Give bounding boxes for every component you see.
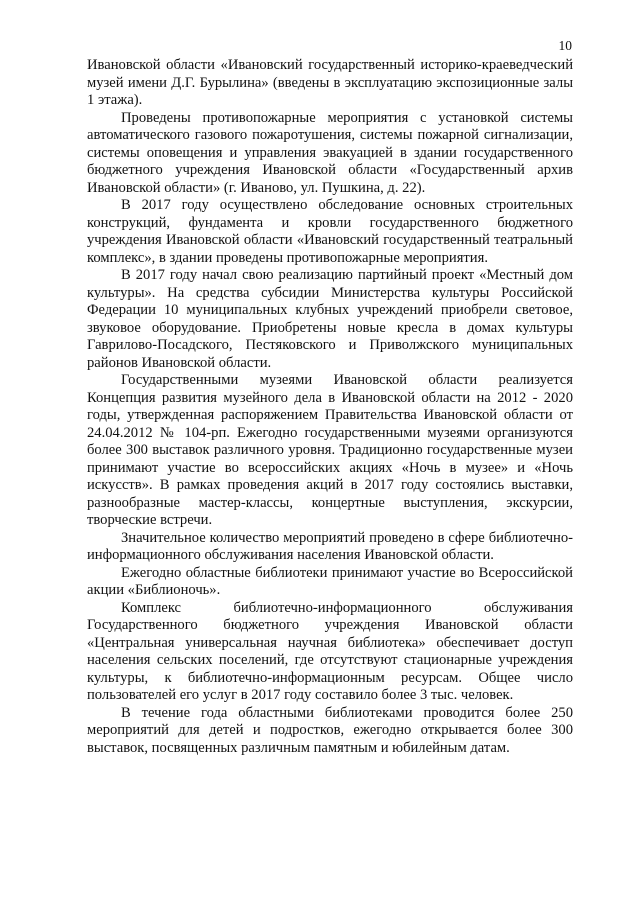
paragraph-3: В 2017 году осуществлено обследование основных строительных конструкций, фундамента и кровли государственного бюджетного учреждения Ивановской области «Ивановский государственный театральный комплекс», в здании проведены противопожарные мероприятия. <box>87 197 573 266</box>
paragraph-2: Проведены противопожарные мероприятия с установкой системы автоматического газового пожаротушения, системы пожарной сигнализации, системы оповещения и управления эвакуацией в здании государственного бюджетного учреждения Ивановской области «Государственный архив Ивановской области» (г. Иваново, ул. Пушкина, д. 22). <box>87 109 573 196</box>
paragraph-7: Ежегодно областные библиотеки принимают участие во Всероссийской акции «Библионочь». <box>87 564 573 598</box>
paragraph-8: Комплекс библиотечно-информационного обслуживания Государственного бюджетного учреждения Ивановской области «Центральная универсальная научная библиотека» обеспечивает доступ населения сельских поселений, где отсутствуют стационарные учреждения культуры, к библиотечно-информационным ресурсам. Общее число пользователей его услуг в 2017 году составило более 3 тыс. человек. <box>87 599 573 703</box>
page-number: 10 <box>558 38 572 53</box>
paragraph-4: В 2017 году начал свою реализацию партийный проект «Местный дом культуры». На средства субсидии Министерства культуры Российской Федерации 10 муниципальных клубных учреждений приобрели световое, звуковое оборудование. Приобретены новые кресла в домах культуры Гаврилово-Посадского, Пестяковского и Приволжского муниципальных районов Ивановской области. <box>87 267 573 371</box>
paragraph-9: В течение года областными библиотеками проводится более 250 мероприятий для детей и подростков, ежегодно открывается более 300 выставок, посвященных различным памятным и юбилейным датам. <box>87 704 573 756</box>
paragraph-5: Государственными музеями Ивановской области реализуется Концепция развития музейного дела в Ивановской области на 2012 - 2020 годы, утвержденная распоряжением Правительства Ивановской области от 24.04.2012 № 104-рп. Ежегодно государственными музеями организуются более 300 выставок различного уровня. Традиционно государственные музеи принимают участие во всероссийских акциях «Ночь в музее» и «Ночь искусств». В рамках проведения акций в 2017 году состоялись выставки, разнообразные мастер-классы, концертные выступления, экскурсии, творческие встречи. <box>87 372 573 528</box>
document-body <box>87 57 573 757</box>
paragraph-6: Значительное количество мероприятий проведено в сфере библиотечно-информационного обслуживания населения Ивановской области. <box>87 529 573 563</box>
paragraph-1: Ивановской области «Ивановский государственный историко-краеведческий музей имени Д.Г. Бурылина» (введены в эксплуатацию экспозиционные залы 1 этажа). <box>87 57 573 108</box>
